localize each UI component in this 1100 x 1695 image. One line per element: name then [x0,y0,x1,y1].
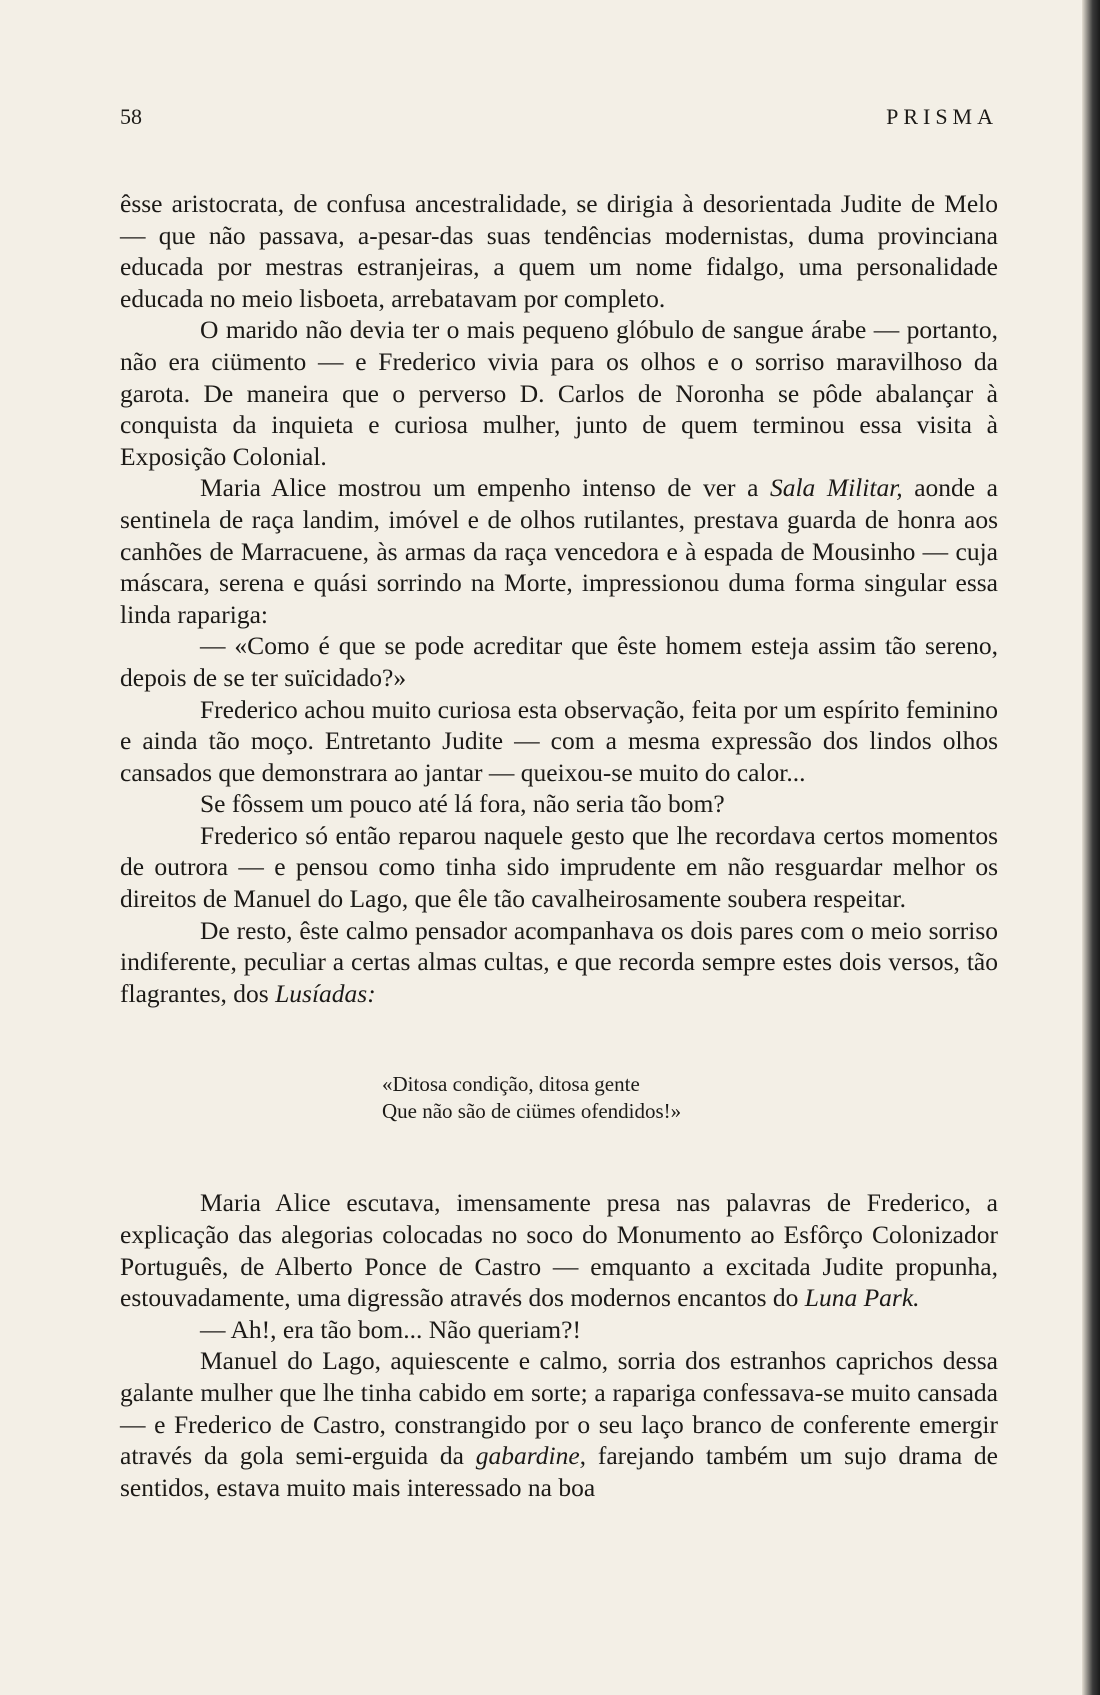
page-binding-edge [1082,0,1100,1695]
paragraph-3-italic: Sala Militar, [769,473,903,503]
paragraph-8-italic: Lusíadas: [275,978,376,1008]
paragraph-11-text-a: Manuel do Lago, aquiescente e calmo, sorria dos estranhos caprichos dessa galante mulher que lhe tinha cabido em sorte; a rapariga confessava-se muito cansada — e Frederico de Castro, constrangido por o seu laço branco de conferente emergir através da gola semi-erguida da [120,1346,998,1471]
paragraph-1: êsse aristocrata, de confusa ancestralidade, se dirigia à desorientada Judite de Melo — que não passava, a-pesar-das suas tendências modernistas, duma provinciana educada por mestras estranjeiras, a quem um nome fidalgo, uma personalidade educada no meio lisboeta, arrebatavam por completo. [120,189,998,313]
paragraph-8 [120,915,998,1010]
page-body [120,188,998,1503]
running-title: PRISMA [886,104,998,129]
verse-line-2: Que não são de ciümes ofendidos!» [382,1099,682,1124]
paragraph-5: Frederico achou muito curiosa esta observação, feita por um espírito feminino e ainda tão moço. Entretanto Judite — com a mesma expressão dos lindos olhos cansados que demonstrara ao jantar — queixou-se muito do calor... [120,694,998,787]
page-number: 58 [120,104,142,129]
paragraph-9 [120,1187,998,1313]
paragraph-11 [120,1345,998,1503]
paragraph-3-text-b: aonde a sentinela de raça landim, imóvel e de olhos rutilantes, prestava guarda de honra aos canhões de Marracuene, às armas da raça vencedora e à espada de Mousinho — cuja máscara, serena e quási sorrindo na Morte, impressionou duma forma singular essa linda rapariga: [120,473,998,629]
paragraph-10: — Ah!, era tão bom... Não queriam?! [200,1314,581,1344]
paragraph-11-text-b: farejando também um sujo drama de sentidos, estava muito mais interessado na boa [120,1441,998,1502]
page-header [120,104,998,134]
paragraph-9-italic: Luna Park. [804,1283,920,1313]
verse-quote [120,1071,998,1125]
verse-line-1: «Ditosa condição, ditosa gente [382,1072,640,1097]
paragraph-8-text: De resto, êste calmo pensador acompanhava os dois pares com o meio sorriso indiferente, peculiar a certas almas cultas, e que recorda sempre estes dois versos, tão flagrantes, dos [120,915,998,1008]
paragraph-9-text: Maria Alice escutava, imensamente presa nas palavras de Frederico, a explicação das alegorias colocadas no soco do Monumento ao Esfôrço Colonizador Português, de Alberto Ponce de Castro — emquanto a excitada Judite propunha, estouvadamente, uma digressão através dos modernos encantos do [120,1188,998,1313]
paragraph-2: O marido não devia ter o mais pequeno glóbulo de sangue árabe — portanto, não era ciümento — e Frederico vivia para os olhos e o sorriso maravilhoso da garota. De maneira que o perverso D. Carlos de Noronha se pôde abalançar à conquista da inquieta e curiosa mulher, junto de quem terminou essa visita à Exposição Colonial. [120,315,998,471]
paragraph-7: Frederico só então reparou naquele gesto que lhe recordava certos momentos de outrora — e pensou como tinha sido imprudente em não resguardar melhor os direitos de Manuel do Lago, que êle tão cavalheirosamente soubera respeitar. [120,820,998,914]
paragraph-6: Se fôssem um pouco até lá fora, não seria tão bom? [200,789,725,819]
paragraph-3 [120,472,998,630]
paragraph-4: — «Como é que se pode acreditar que êste homem esteja assim tão sereno, depois de se ter suïcidado?» [120,631,998,692]
paragraph-11-italic: gabardine, [475,1441,587,1471]
paragraph-3-text-a: Maria Alice mostrou um empenho intenso de ver a [200,473,770,503]
